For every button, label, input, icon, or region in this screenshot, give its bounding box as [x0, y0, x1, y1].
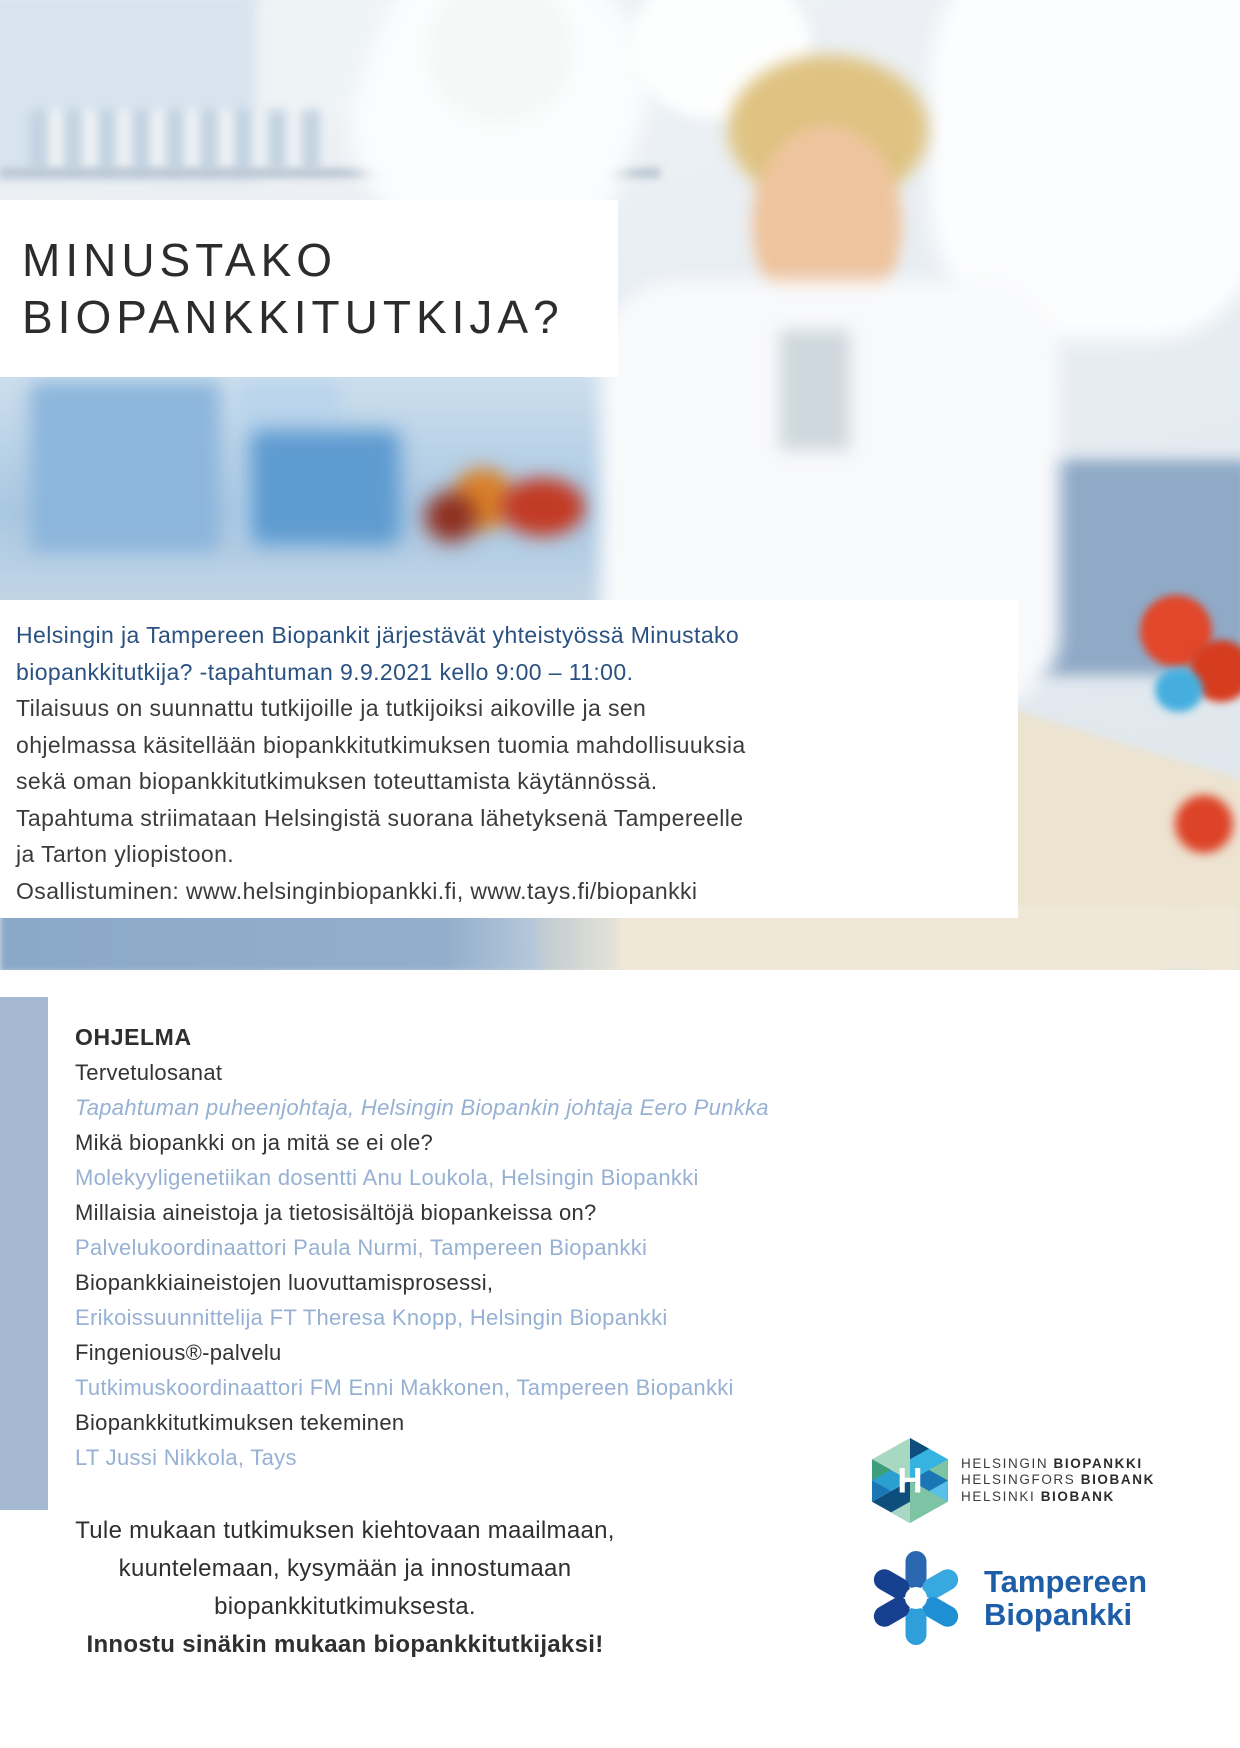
- program-item-speaker: Palvelukoordinaattori Paula Nurmi, Tampereen Biopankki: [75, 1235, 648, 1260]
- helsinki-wordmark-line: HELSINGIN BIOPANKKI: [961, 1455, 1143, 1471]
- program-item-speaker: Tutkimuskoordinaattori FM Enni Makkonen, Tampereen Biopankki: [75, 1375, 734, 1400]
- photo-molecule-model-blue: [1155, 668, 1203, 712]
- tampere-biobank-star-icon: [866, 1548, 966, 1648]
- intro-line: Tilaisuus on suunnattu tutkijoille ja tutkijoiksi aikoville ja sen: [16, 695, 647, 721]
- svg-text:H: H: [897, 1461, 923, 1501]
- closing-line: Tule mukaan tutkimuksen kiehtovaan maailmaan,: [75, 1517, 615, 1544]
- intro-box: [0, 600, 1018, 918]
- closing-line: biopankkitutkimuksesta.: [214, 1593, 476, 1620]
- program-item: Tervetulosanat: [75, 1060, 223, 1085]
- program-section: [75, 1020, 975, 1475]
- helsinki-wordmark-line: HELSINGFORS BIOBANK: [961, 1472, 1155, 1488]
- photo-dark-chemical-blur: [425, 492, 477, 542]
- title-box: [0, 200, 618, 377]
- program-item-speaker: Erikoissuunnittelija FT Theresa Knopp, Helsingin Biopankki: [75, 1305, 668, 1330]
- accent-side-bar: [0, 997, 48, 1510]
- tampere-wordmark-line: Biopankki: [984, 1597, 1133, 1632]
- program-item-speaker: Tapahtuman puheenjohtaja, Helsingin Biopankin johtaja Eero Punkka: [75, 1095, 769, 1120]
- program-item-speaker: Molekyyligenetiikan dosentti Anu Loukola, Helsingin Biopankki: [75, 1165, 699, 1190]
- intro-line: ja Tarton yliopistoon.: [16, 841, 235, 867]
- program-heading: OHJELMA: [75, 1024, 192, 1050]
- photo-shirt: [780, 330, 850, 450]
- photo-glass-door-blur: [30, 382, 220, 552]
- program-item: Biopankkitutkimuksen tekeminen: [75, 1410, 405, 1435]
- photo-test-tubes-blur: [250, 430, 400, 545]
- closing-line: kuuntelemaan, kysymään ja innostumaan: [118, 1555, 572, 1582]
- intro-line: sekä oman biopankkitutkimuksen toteuttamista käytännössä.: [16, 768, 658, 794]
- helsinki-biobank-logo: [872, 1438, 1155, 1523]
- photo-molecule-model-red: [1175, 795, 1233, 853]
- closing-text: [38, 1512, 652, 1664]
- helsinki-wordmark-line: HELSINKI BIOBANK: [961, 1488, 1115, 1504]
- page-title-line2: BIOPANKKITUTKIJA?: [22, 291, 564, 343]
- helsinki-biobank-wordmark: [961, 1456, 1155, 1506]
- program-item: Biopankkiaineistojen luovuttamisprosessi,: [75, 1270, 494, 1295]
- intro-participation-line: Osallistuminen: www.helsinginbiopankki.fi, www.tays.fi/biopankki: [16, 877, 698, 904]
- tampere-wordmark-line: Tampereen: [984, 1564, 1148, 1599]
- photo-glassware-blur: [30, 110, 330, 170]
- page-title-line1: MINUSTAKO: [22, 234, 338, 286]
- closing-cta-line: Innostu sinäkin mukaan biopankkitutkijaksi!: [86, 1631, 604, 1658]
- intro-line: Helsingin ja Tampereen Biopankit järjestävät yhteistyössä Minustako: [16, 622, 740, 648]
- intro-line: ohjelmassa käsitellään biopankkitutkimuksen tuomia mahdollisuuksia: [16, 731, 746, 758]
- tampere-biobank-wordmark: [984, 1565, 1147, 1631]
- program-item-speaker: LT Jussi Nikkola, Tays: [75, 1445, 297, 1470]
- helsinki-biobank-hexagon-icon: [872, 1438, 948, 1523]
- intro-line: Tapahtuma striimataan Helsingistä suorana lähetyksenä Tampereelle: [16, 804, 744, 831]
- program-item: Millaisia aineistoja ja tietosisältöjä biopankeissa on?: [75, 1200, 597, 1225]
- program-item: Mikä biopankki on ja mitä se ei ole?: [75, 1130, 434, 1155]
- photo-red-chemical-blur: [500, 478, 585, 536]
- intro-line: biopankkitutkija? -tapahtuman 9.9.2021 kello 9:00 – 11:00.: [16, 658, 634, 685]
- tampere-biobank-logo: [866, 1548, 1147, 1648]
- program-item: Fingenious®-palvelu: [75, 1340, 282, 1365]
